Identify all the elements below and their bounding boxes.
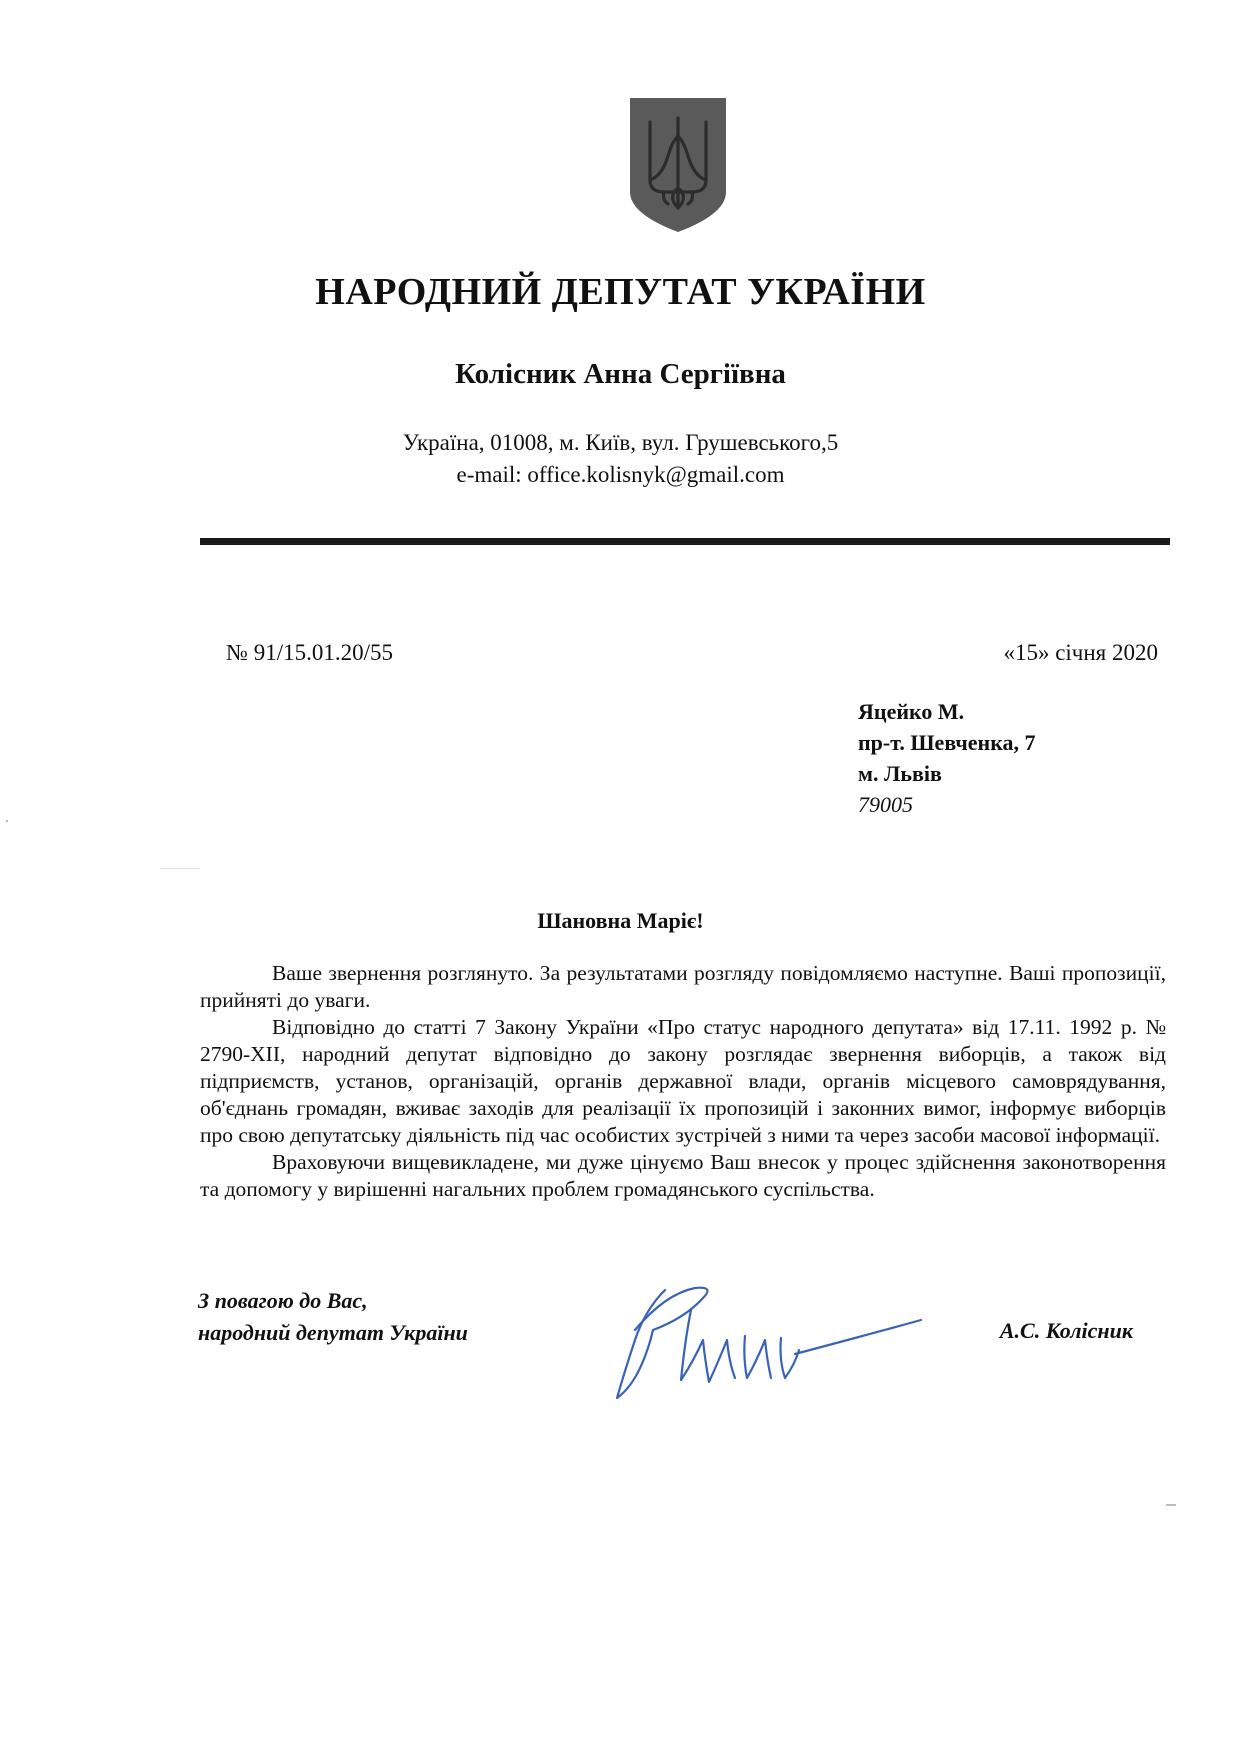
- recipient-name: Яцейко М.: [858, 699, 965, 724]
- paragraph: Враховуючи вищевикладене, ми дуже цінуємо Ваш внесок у процес здійснення законотворення та допомогу у вирішенні нагальних проблем громадянського суспільства.: [200, 1150, 1166, 1201]
- document-number: № 91/15.01.20/55: [226, 640, 393, 665]
- paragraph: Ваше звернення розглянуто. За результатами розгляду повідомляємо наступне. Ваші пропозиції, прийняті до уваги.: [200, 961, 1166, 1012]
- handwritten-signature: [595, 1270, 925, 1410]
- header-divider: [200, 538, 1170, 545]
- scan-mark: [1166, 1504, 1176, 1506]
- trident-coat-of-arms-icon: [628, 96, 728, 234]
- signer-name: А.С. Колісник: [999, 1318, 1133, 1343]
- address-line: Україна, 01008, м. Київ, вул. Грушевського,5: [402, 430, 839, 455]
- letter-body: [200, 960, 1166, 1203]
- closing-title: народний депутат України: [198, 1320, 468, 1345]
- email-line: e-mail: office.kolisnyk@gmail.com: [456, 462, 785, 487]
- recipient-block: [858, 696, 1036, 820]
- salutation: Шановна Маріє!: [537, 908, 704, 933]
- scan-mark: [6, 820, 8, 822]
- contact-block: [0, 427, 1241, 491]
- document-date: «15» січня 2020: [1003, 640, 1158, 665]
- recipient-postcode: 79005: [858, 792, 913, 817]
- paragraph: Відповідно до статті 7 Закону України «Про статус народного депутата» від 17.11. 1992 р. № 2790-XII, народний депутат відповідно до закону розглядає звернення виборців, а також від підприємств, установ, організацій, органів державної влади, органів місцевого самоврядування, об'єднань громадян, вживає заходів для реалізації їх пропозицій і законних вимог, інформує виборців про свою депутатську діяльність під час особистих зустрічей з ними та через засоби масової інформації.: [200, 1015, 1166, 1147]
- recipient-city: м. Львів: [858, 761, 942, 786]
- recipient-street: пр-т. Шевченка, 7: [858, 730, 1036, 755]
- closing-block: [198, 1285, 468, 1349]
- page-title: НАРОДНИЙ ДЕПУТАТ УКРАЇНИ: [315, 271, 926, 313]
- scan-mark: [160, 868, 200, 869]
- deputy-name: Колісник Анна Сергіївна: [455, 358, 786, 390]
- closing-line: З повагою до Вас,: [198, 1288, 368, 1313]
